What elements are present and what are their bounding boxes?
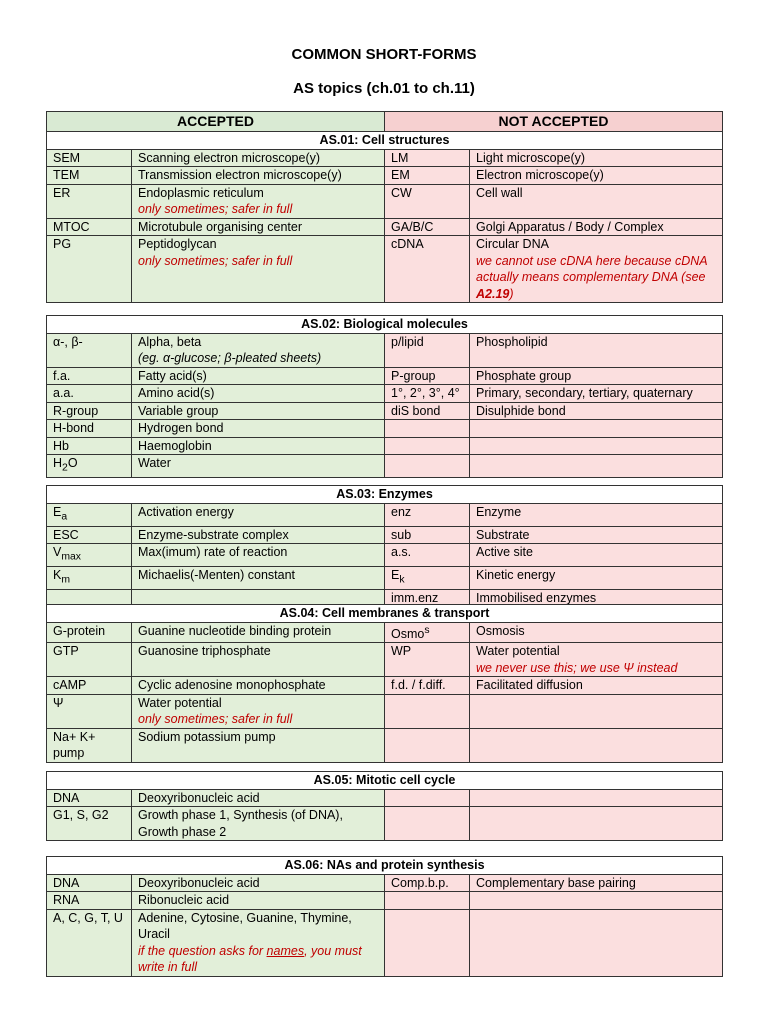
abbr-cell: RNA: [47, 892, 132, 910]
abbr-cell: Na+ K+ pump: [47, 728, 132, 762]
section-as01-table: [46, 111, 723, 303]
abbr-cell: EM: [385, 167, 470, 185]
abbr-cell: Ψ: [47, 694, 132, 728]
meaning-cell: [132, 236, 385, 303]
table-row: [47, 526, 723, 544]
note-text: we cannot use cDNA here because cDNA actually means complementary DNA (see A2.19): [476, 253, 708, 301]
section-title: AS.05: Mitotic cell cycle: [47, 772, 723, 790]
meaning-cell: Max(imum) rate of reaction: [132, 544, 385, 567]
meaning-cell: Immobilised enzymes: [470, 590, 723, 608]
meaning-cell: Ribonucleic acid: [132, 892, 385, 910]
table-row: [47, 149, 723, 167]
meaning-cell: Active site: [470, 544, 723, 567]
table-row: [47, 874, 723, 892]
table-row: [47, 789, 723, 807]
abbr-cell: GTP: [47, 643, 132, 677]
meaning-cell: Michaelis(-Menten) constant: [132, 567, 385, 590]
table-row: [47, 455, 723, 478]
abbr-cell: Comp.b.p.: [385, 874, 470, 892]
meaning-cell: [470, 420, 723, 438]
abbr-cell: MTOC: [47, 218, 132, 236]
meaning-cell: Light microscope(y): [470, 149, 723, 167]
page-subtitle: AS topics (ch.01 to ch.11): [293, 80, 475, 97]
meaning-cell: Activation energy: [132, 503, 385, 526]
table-row: [47, 807, 723, 841]
abbr-cell: Hb: [47, 437, 132, 455]
table-row: [47, 420, 723, 438]
note-text: we never use this; we use Ψ instead: [476, 660, 678, 675]
table-row: [47, 167, 723, 185]
meaning-text: Peptidoglycan: [138, 237, 217, 251]
meaning-cell: Cyclic adenosine monophosphate: [132, 677, 385, 695]
abbr-cell: DNA: [47, 789, 132, 807]
abbr-cell: a.s.: [385, 544, 470, 567]
note-text: only sometimes; safer in full: [138, 712, 293, 727]
abbr-cell: ER: [47, 184, 132, 218]
meaning-cell: Cell wall: [470, 184, 723, 218]
abbr-cell: [385, 694, 470, 728]
table-row: [47, 184, 723, 218]
abbr-cell: p/lipid: [385, 333, 470, 367]
example-text: (eg. α-glucose; β-pleated sheets): [138, 351, 322, 365]
section-title: AS.06: NAs and protein synthesis: [47, 857, 723, 875]
table-row: [47, 677, 723, 695]
meaning-cell: [470, 694, 723, 728]
meaning-cell: Enzyme-substrate complex: [132, 526, 385, 544]
meaning-cell: Facilitated diffusion: [470, 677, 723, 695]
table-row: [47, 367, 723, 385]
meaning-cell: [470, 236, 723, 303]
meaning-cell: Enzyme: [470, 503, 723, 526]
abbr-cell: $E_a$: [47, 503, 132, 526]
meaning-cell: [470, 909, 723, 976]
abbr-cell: P-group: [385, 367, 470, 385]
not-accepted-header: NOT ACCEPTED: [385, 112, 723, 132]
abbr-cell: A, C, G, T, U: [47, 909, 132, 976]
abbr-cell: TEM: [47, 167, 132, 185]
meaning-cell: Complementary base pairing: [470, 874, 723, 892]
meaning-text: Endoplasmic reticulum: [138, 185, 264, 200]
abbr-cell: G1, S, G2: [47, 807, 132, 841]
meaning-text: Water potential: [138, 695, 222, 710]
table-row: [47, 218, 723, 236]
meaning-cell: Fatty acid(s): [132, 367, 385, 385]
meaning-cell: Golgi Apparatus / Body / Complex: [470, 218, 723, 236]
abbr-cell: imm.enz: [385, 590, 470, 608]
abbr-cell: cDNA: [385, 236, 470, 303]
abbr-cell: [385, 728, 470, 762]
table-row: [47, 402, 723, 420]
meaning-cell: [470, 455, 723, 478]
abbr-cell: WP: [385, 643, 470, 677]
table-row: [47, 892, 723, 910]
abbr-cell: $V_{max}$: [47, 544, 132, 567]
note-text: only sometimes; safer in full: [138, 253, 293, 268]
abbr-cell: G-protein: [47, 622, 132, 643]
abbr-cell: f.a.: [47, 367, 132, 385]
meaning-cell: [470, 437, 723, 455]
meaning-cell: [470, 728, 723, 762]
note-text: if the question asks for names, you must write in full: [138, 943, 362, 974]
abbr-cell: [385, 789, 470, 807]
meaning-cell: Hydrogen bond: [132, 420, 385, 438]
meaning-cell: [470, 807, 723, 841]
meaning-cell: Phosphate group: [470, 367, 723, 385]
abbr-cell: LM: [385, 149, 470, 167]
abbr-cell: SEM: [47, 149, 132, 167]
underlined-word: names: [266, 943, 305, 958]
abbr-cell: DNA: [47, 874, 132, 892]
table-row: [47, 437, 723, 455]
section-title: AS.02: Biological molecules: [47, 316, 723, 334]
meaning-text: Alpha, beta: [138, 334, 202, 349]
meaning-cell: Deoxyribonucleic acid: [132, 789, 385, 807]
section-as02-table: [46, 315, 723, 478]
meaning-cell: Variable group: [132, 402, 385, 420]
meaning-cell: Guanosine triphosphate: [132, 643, 385, 677]
meaning-cell: Electron microscope(y): [470, 167, 723, 185]
abbr-cell: sub: [385, 526, 470, 544]
meaning-cell: [132, 333, 385, 367]
meaning-cell: Phospholipid: [470, 333, 723, 367]
abbr-cell: R-group: [47, 402, 132, 420]
section-as03-table: [46, 485, 723, 608]
meaning-cell: Substrate: [470, 526, 723, 544]
table-row: [47, 728, 723, 762]
abbr-cell: α-, β-: [47, 333, 132, 367]
meaning-text: Water potential: [476, 644, 560, 659]
meaning-cell: Scanning electron microscope(y): [132, 149, 385, 167]
section-as05-table: [46, 771, 723, 841]
table-row: [47, 567, 723, 590]
meaning-cell: Disulphide bond: [470, 402, 723, 420]
abbr-cell: cAMP: [47, 677, 132, 695]
abbr-cell: CW: [385, 184, 470, 218]
meaning-cell: [132, 184, 385, 218]
meaning-cell: [132, 909, 385, 976]
table-row: [47, 622, 723, 643]
meaning-cell: [470, 892, 723, 910]
meaning-cell: Amino acid(s): [132, 385, 385, 403]
abbr-cell: [385, 420, 470, 438]
table-row: [47, 909, 723, 976]
abbr-cell: [385, 455, 470, 478]
abbr-cell: a.a.: [47, 385, 132, 403]
meaning-cell: Transmission electron microscope(y): [132, 167, 385, 185]
abbr-cell: [385, 892, 470, 910]
note-text: only sometimes; safer in full: [138, 202, 293, 216]
meaning-cell: Osmosis: [470, 622, 723, 643]
meaning-cell: [132, 694, 385, 728]
table-row: [47, 544, 723, 567]
table-row: [47, 694, 723, 728]
abbr-cell: ESC: [47, 526, 132, 544]
abbr-cell: H-bond: [47, 420, 132, 438]
abbr-cell: GA/B/C: [385, 218, 470, 236]
abbr-cell: PG: [47, 236, 132, 303]
abbr-cell: 1°, 2°, 3°, 4°: [385, 385, 470, 403]
page-title: COMMON SHORT-FORMS: [291, 46, 477, 63]
section-title: AS.04: Cell membranes & transport: [47, 605, 723, 623]
meaning-cell: Primary, secondary, tertiary, quaternary: [470, 385, 723, 403]
abbr-cell: [385, 807, 470, 841]
section-as04-table: [46, 604, 723, 763]
abbr-cell: $E_k$: [385, 567, 470, 590]
meaning-text: Adenine, Cytosine, Guanine, Thymine, Uracil: [138, 910, 352, 941]
meaning-cell: Water: [132, 455, 385, 478]
meaning-cell: [470, 789, 723, 807]
abbr-cell: enz: [385, 503, 470, 526]
abbr-cell: f.d. / f.diff.: [385, 677, 470, 695]
table-row: [47, 643, 723, 677]
accepted-header: ACCEPTED: [47, 112, 385, 132]
meaning-text: Circular DNA: [476, 237, 549, 251]
table-row: [47, 503, 723, 526]
meaning-cell: Growth phase 1, Synthesis (of DNA), Growth phase 2: [132, 807, 385, 841]
meaning-cell: Kinetic energy: [470, 567, 723, 590]
abbr-cell: diS bond: [385, 402, 470, 420]
abbr-cell: $H_2O$: [47, 455, 132, 478]
section-as06-table: [46, 856, 723, 977]
table-row: [47, 333, 723, 367]
abbr-cell: $K_m$: [47, 567, 132, 590]
meaning-cell: [470, 643, 723, 677]
meaning-cell: Guanine nucleotide binding protein: [132, 622, 385, 643]
reference-text: A2.19: [476, 286, 510, 301]
table-row: [47, 385, 723, 403]
meaning-cell: Microtubule organising center: [132, 218, 385, 236]
abbr-cell: [385, 437, 470, 455]
abbr-cell: Osmo$^s$: [385, 622, 470, 643]
meaning-cell: Haemoglobin: [132, 437, 385, 455]
section-title: AS.01: Cell structures: [47, 132, 723, 150]
meaning-cell: Deoxyribonucleic acid: [132, 874, 385, 892]
abbr-cell: [385, 909, 470, 976]
section-title: AS.03: Enzymes: [47, 486, 723, 504]
meaning-cell: Sodium potassium pump: [132, 728, 385, 762]
table-row: [47, 236, 723, 303]
